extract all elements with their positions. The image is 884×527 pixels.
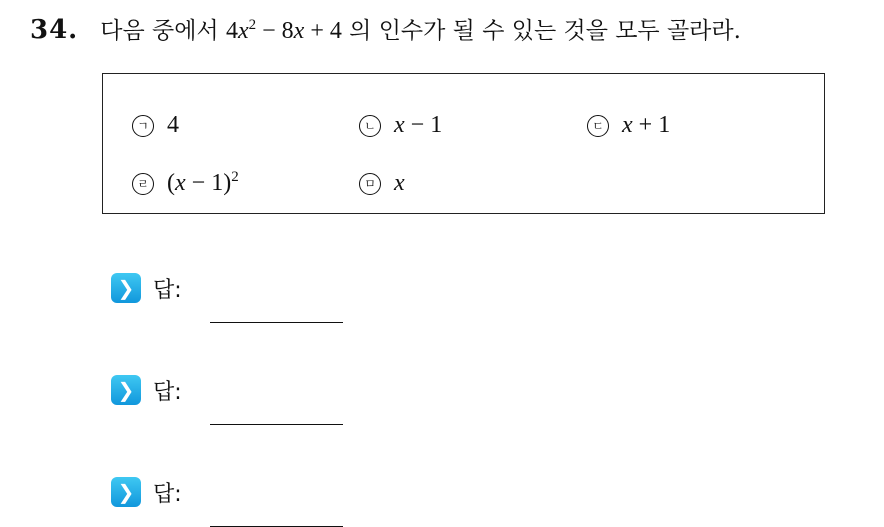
answer-label: 답: [153, 481, 182, 507]
answer-row-2 [111, 370, 343, 410]
choice-marker: ㄷ [587, 115, 609, 137]
answer-row-1 [111, 268, 343, 308]
choice-1 [132, 112, 179, 139]
question-stem-suffix: 의 인수가 될 수 있는 것을 모두 골라라. [341, 18, 741, 44]
choice-3 [587, 112, 670, 139]
answer-label: 답: [153, 379, 182, 405]
choice-box [102, 73, 825, 214]
choice-5 [359, 170, 405, 197]
arrow-right-icon: ❯ [111, 273, 141, 303]
arrow-right-icon: ❯ [111, 375, 141, 405]
arrow-right-icon: ❯ [111, 477, 141, 507]
question-stem [30, 11, 870, 50]
polynomial-middle-term: − 8 [256, 18, 294, 44]
polynomial [226, 18, 342, 44]
choice-marker: ㄹ [132, 173, 154, 195]
choice-2 [359, 112, 442, 139]
choice-value: x [394, 170, 405, 196]
question-number: 34. [30, 15, 79, 45]
choice-marker: ㄱ [132, 115, 154, 137]
answer-blank[interactable] [210, 384, 343, 425]
polynomial-exponent: 2 [248, 17, 257, 33]
choice-value: x + 1 [622, 112, 671, 138]
polynomial-variable-2: x [293, 18, 305, 44]
answer-blank[interactable] [210, 486, 343, 527]
question-stem-prefix: 다음 중에서 [100, 18, 226, 44]
choice-marker: ㅁ [359, 173, 381, 195]
choice-value: $(x - 1)^2$ [167, 169, 239, 196]
polynomial-constant: + 4 [304, 18, 342, 44]
choice-value: 4 [167, 112, 179, 138]
answer-label: 답: [153, 277, 182, 303]
choice-4 [132, 170, 239, 197]
choice-value: x − 1 [394, 112, 443, 138]
answer-blank[interactable] [210, 282, 343, 323]
answer-row-3 [111, 472, 343, 512]
choice-marker: ㄴ [359, 115, 381, 137]
polynomial-coef: 4 [225, 18, 238, 44]
polynomial-variable: x [237, 18, 249, 44]
